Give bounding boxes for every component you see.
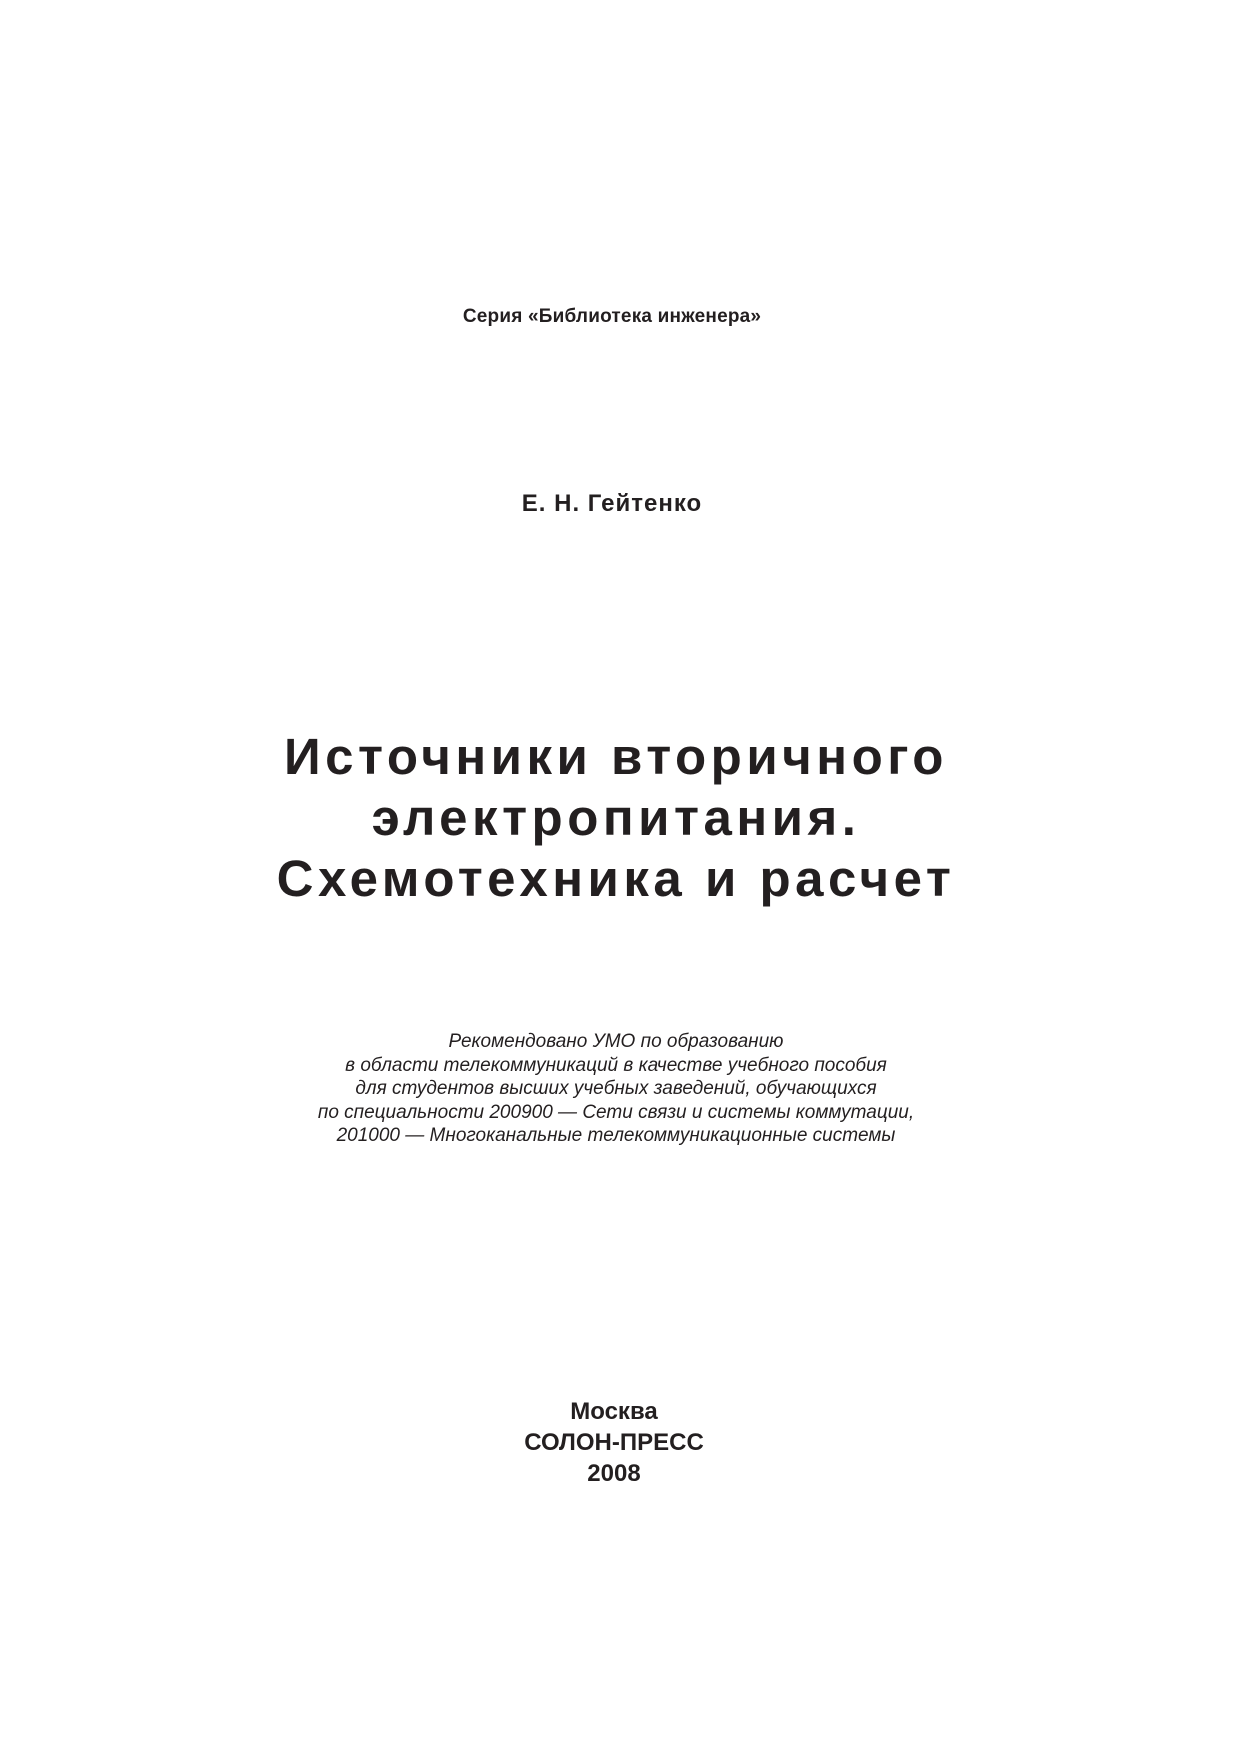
imprint: [0, 1396, 1234, 1489]
recommendation-line: в области телекоммуникаций в качестве учебного пособия: [345, 1054, 887, 1076]
recommendation-note: [0, 1030, 1236, 1148]
recommendation-line: для студентов высших учебных заведений, обучающихся: [355, 1078, 877, 1099]
book-title-line: электропитания.: [371, 789, 861, 846]
book-title-line: Источники вторичного: [284, 728, 948, 785]
recommendation-line: Рекомендовано УМО по образованию: [448, 1031, 784, 1052]
series-name: Серия «Библиотека инженера»: [462, 306, 762, 327]
author-name: Е. Н. Гейтенко: [521, 490, 703, 517]
recommendation-line: по специальности 200900 — Сети связи и системы коммутации,: [317, 1101, 915, 1123]
book-title-line: Схемотехника и расчет: [276, 850, 956, 907]
imprint-publisher: СОЛОН-ПРЕСС: [524, 1429, 704, 1456]
recommendation-line: 201000 — Многоканальные телекоммуникационные системы: [336, 1125, 896, 1146]
imprint-city: Москва: [570, 1398, 658, 1425]
book-title: [0, 726, 1236, 909]
imprint-year: 2008: [587, 1460, 641, 1487]
